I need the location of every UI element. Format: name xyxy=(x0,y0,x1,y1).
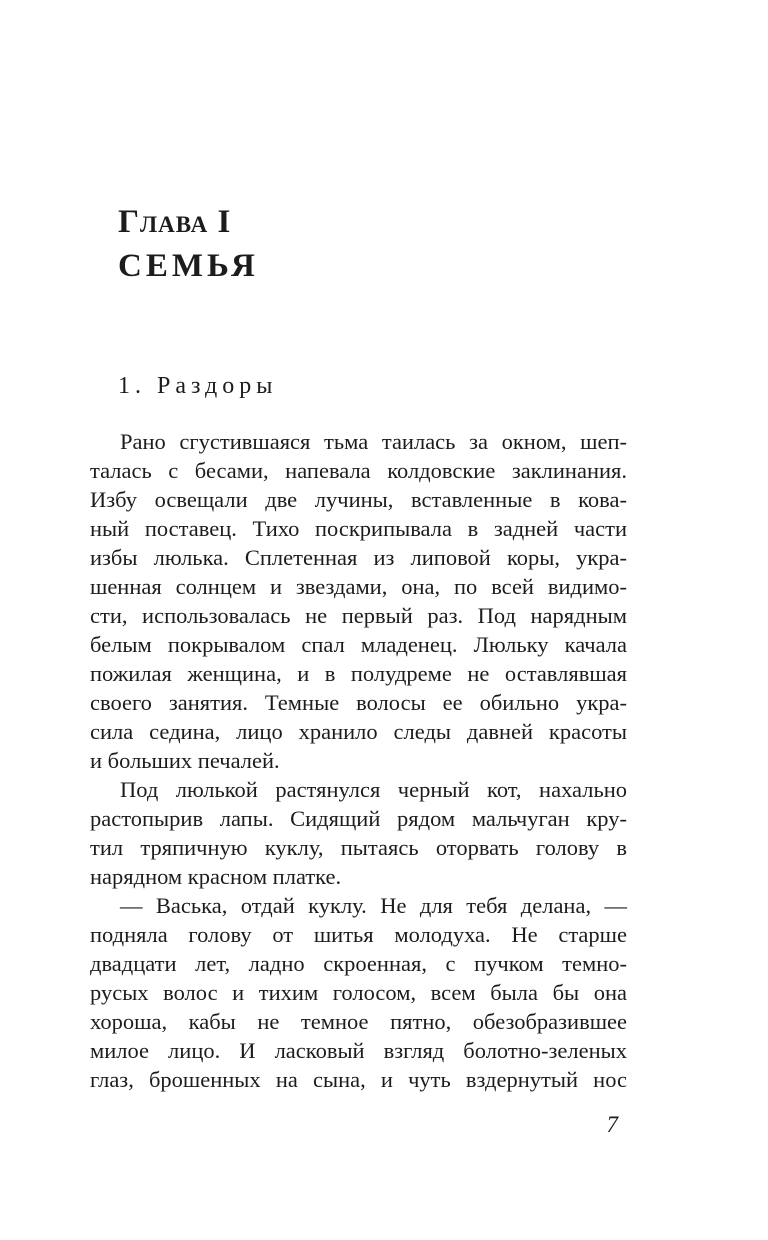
text-line: Под люлькой растянулся черный кот, нахально xyxy=(120,777,627,802)
text-line: хороша, кабы не темное пятно, обезобразившее xyxy=(90,1009,627,1034)
text-line: русых волос и тихим голосом, всем была бы она xyxy=(90,980,627,1005)
text-line: нарядном красном платке. xyxy=(90,864,342,889)
text-line: — Васька, отдай куклу. Не для тебя делана, — xyxy=(120,893,627,918)
section-heading: 1. Раздоры xyxy=(118,373,278,399)
text-line: своего занятия. Темные волосы ее обильно укра- xyxy=(90,690,627,715)
text-line: глаз, брошенных на сына, и чуть вздернутый нос xyxy=(90,1067,627,1092)
text-line: милое лицо. И ласковый взгляд болотно-зеленых xyxy=(90,1038,627,1063)
text-line: Избу освещали две лучины, вставленные в кова- xyxy=(90,487,627,512)
text-line: белым покрывалом спал младенец. Люльку качала xyxy=(90,632,627,657)
text-line: Рано сгустившаяся тьма таилась за окном, шеп- xyxy=(120,429,627,454)
text-line: двадцати лет, ладно скроенная, с пучком темно- xyxy=(90,951,627,976)
text-line: избы люлька. Сплетенная из липовой коры, укра- xyxy=(90,545,627,570)
text-line: ный поставец. Тихо поскрипывала в задней части xyxy=(90,516,627,541)
chapter-title-heading: СЕМЬЯ xyxy=(118,248,259,284)
chapter-number-heading: Глава I xyxy=(118,204,232,240)
text-line: тил тряпичную куклу, пытаясь оторвать голову в xyxy=(90,835,627,860)
text-line: шенная солнцем и звездами, она, по всей видимо- xyxy=(90,574,627,599)
page-number: 7 xyxy=(606,1112,618,1137)
text-line: сила седина, лицо хранило следы давней красоты xyxy=(90,719,627,744)
text-line: пожилая женщина, и в полудреме не оставлявшая xyxy=(90,661,627,686)
text-line: растопырив лапы. Сидящий рядом мальчуган кру- xyxy=(90,806,627,831)
text-line: талась с бесами, напевала колдовские заклинания. xyxy=(90,458,627,483)
text-line: и больших печалей. xyxy=(90,748,280,773)
text-line: подняла голову от шитья молодуха. Не старше xyxy=(90,922,627,947)
body-text xyxy=(90,427,627,1094)
text-line: сти, использовалась не первый раз. Под нарядным xyxy=(90,603,627,628)
